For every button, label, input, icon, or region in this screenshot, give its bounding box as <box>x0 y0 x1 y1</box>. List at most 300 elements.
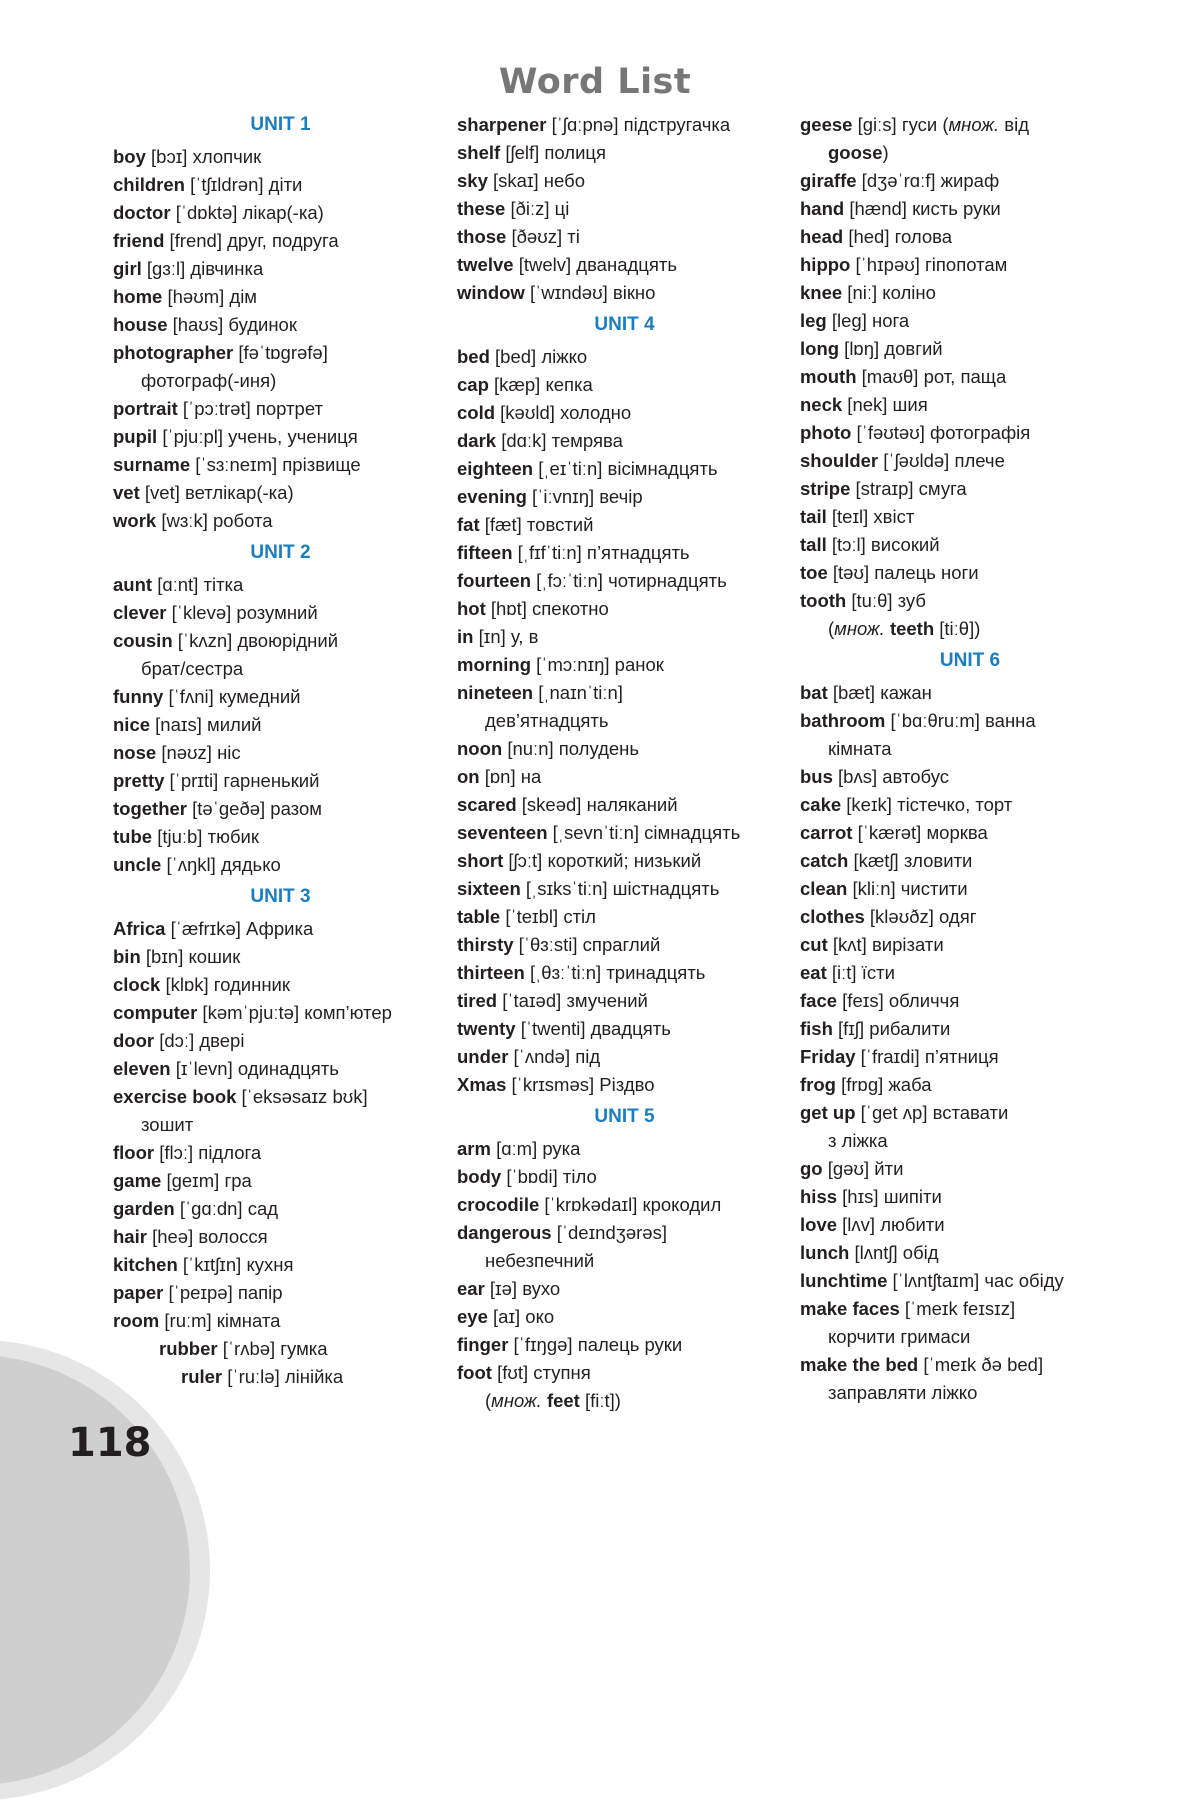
word-entry <box>113 823 448 851</box>
transcription-translation: фотограф(-иня) <box>141 370 277 391</box>
transcription-translation: [ˈfɪŋgə] палець руки <box>508 1334 683 1355</box>
transcription-translation: [gɜːl] дівчинка <box>141 258 264 279</box>
english-word: shoulder <box>800 450 879 471</box>
transcription-translation: заправляти ліжко <box>828 1382 978 1403</box>
english-word: fat <box>457 514 480 535</box>
word-entry <box>113 999 448 1027</box>
word-entry <box>800 1155 1140 1183</box>
word-entry <box>457 1331 792 1359</box>
word-entry <box>457 1359 792 1387</box>
english-word: floor <box>113 1142 155 1163</box>
transcription-translation: [ˈʌndə] під <box>508 1046 601 1067</box>
english-word: surname <box>113 454 191 475</box>
english-word: boy <box>113 146 146 167</box>
word-entry-continuation <box>113 1111 448 1139</box>
english-word: eat <box>800 962 827 983</box>
word-entry <box>800 475 1140 503</box>
transcription-translation: [nek] шия <box>842 394 928 415</box>
english-word: uncle <box>113 854 162 875</box>
transcription-translation: [lɒŋ] довгий <box>839 338 943 359</box>
english-word: shelf <box>457 142 501 163</box>
english-word: Xmas <box>457 1074 507 1095</box>
word-entry <box>457 595 792 623</box>
word-entry <box>800 931 1140 959</box>
word-entry-continuation <box>800 735 1140 763</box>
english-word: paper <box>113 1282 164 1303</box>
word-entry <box>113 795 448 823</box>
english-word: on <box>457 766 480 787</box>
word-entry <box>800 559 1140 587</box>
word-entry <box>800 503 1140 531</box>
english-word: seventeen <box>457 822 548 843</box>
english-word: toe <box>800 562 828 583</box>
english-word: room <box>113 1310 160 1331</box>
word-entry <box>113 1139 448 1167</box>
word-entry <box>800 447 1140 475</box>
word-entry <box>457 1015 792 1043</box>
word-entry <box>113 227 448 255</box>
english-word: house <box>113 314 168 335</box>
transcription-translation: [maʊθ] рот, паща <box>856 366 1007 387</box>
word-entry <box>457 1219 792 1247</box>
transcription-translation: [frɒg] жаба <box>835 1074 932 1095</box>
english-word: fish <box>800 1018 833 1039</box>
word-entry <box>800 875 1140 903</box>
transcription-translation: [ˈkærət] морква <box>852 822 988 843</box>
transcription-translation: [vet] ветлікар(-ка) <box>139 482 294 503</box>
plural-note: множ. <box>948 114 1000 135</box>
english-word: funny <box>113 686 164 707</box>
english-word: love <box>800 1214 838 1235</box>
english-word: nineteen <box>457 682 534 703</box>
word-entry <box>457 427 792 455</box>
transcription-translation: [twelv] дванадцять <box>513 254 678 275</box>
english-word: teeth <box>889 618 935 639</box>
transcription-translation: [ɪə] вухо <box>484 1278 561 1299</box>
word-entry <box>457 1163 792 1191</box>
transcription-translation: [ˈʃəʊldə] плече <box>878 450 1005 471</box>
english-word: short <box>457 850 504 871</box>
english-word: thirteen <box>457 962 525 983</box>
transcription-translation: [flɔː] підлога <box>154 1142 262 1163</box>
word-entry-continuation <box>800 615 1140 643</box>
transcription-translation: [ɑːnt] тітка <box>152 574 244 595</box>
english-word: get up <box>800 1102 856 1123</box>
transcription-translation: [ˌθɜːˈtiːn] тринадцять <box>524 962 706 983</box>
transcription-translation: [ˈbɒdi] тіло <box>501 1166 597 1187</box>
english-word: twelve <box>457 254 514 275</box>
word-entry <box>800 903 1140 931</box>
word-entry <box>113 199 448 227</box>
word-entry <box>457 223 792 251</box>
transcription-translation: [bɔɪ] хлопчик <box>145 146 262 167</box>
word-entry <box>113 479 448 507</box>
transcription-translation: [nuːn] полудень <box>502 738 640 759</box>
word-entry <box>113 1083 448 1111</box>
english-word: work <box>113 510 157 531</box>
plural-note: множ. <box>834 618 885 639</box>
transcription-translation: [keɪk] тістечко, торт <box>841 794 1013 815</box>
transcription-translation: [həʊm] дім <box>162 286 258 307</box>
word-entry <box>457 819 792 847</box>
word-entry <box>457 651 792 679</box>
word-entry <box>457 167 792 195</box>
transcription-translation: [ˈgɑːdn] сад <box>174 1198 279 1219</box>
english-word: tired <box>457 990 498 1011</box>
english-word: carrot <box>800 822 853 843</box>
english-word: body <box>457 1166 502 1187</box>
english-word: evening <box>457 486 527 507</box>
transcription-translation: [ˈfraɪdi] п’ятниця <box>855 1046 999 1067</box>
word-entry <box>113 683 448 711</box>
english-word: arm <box>457 1138 491 1159</box>
word-entry <box>457 623 792 651</box>
transcription-translation: [ˈkrɪsməs] Різдво <box>506 1074 655 1095</box>
open-paren: ( <box>828 618 835 639</box>
word-entry <box>113 711 448 739</box>
word-entry <box>800 679 1140 707</box>
word-entry <box>113 171 448 199</box>
transcription-translation: [tɔːl] високий <box>826 534 940 555</box>
transcription-translation: [lʌntʃ] обід <box>849 1242 939 1263</box>
transcription-translation: [ˈbɑːθruːm] ванна <box>885 710 1036 731</box>
transcription-translation: [feɪs] обличчя <box>837 990 960 1011</box>
word-entry <box>800 1267 1140 1295</box>
english-word: make faces <box>800 1298 900 1319</box>
english-word: hand <box>800 198 845 219</box>
transcription-translation: [ɑːm] рука <box>490 1138 581 1159</box>
word-entry <box>113 1251 448 1279</box>
transcription-translation: [ˈpjuːpl] учень, учениця <box>157 426 358 447</box>
transcription-translation: [ʃɔːt] короткий; низький <box>503 850 702 871</box>
english-word: cold <box>457 402 496 423</box>
word-entry <box>457 279 792 307</box>
transcription-translation: [haʊs] будинок <box>167 314 297 335</box>
english-word: photo <box>800 422 852 443</box>
word-entry <box>457 679 792 707</box>
transcription-translation: [bʌs] автобус <box>832 766 949 787</box>
word-entry-continuation <box>800 139 1140 167</box>
word-entry <box>457 1135 792 1163</box>
word-entry <box>457 987 792 1015</box>
english-word: stripe <box>800 478 851 499</box>
english-word: fourteen <box>457 570 531 591</box>
word-entry <box>800 763 1140 791</box>
english-word: hair <box>113 1226 147 1247</box>
transcription-translation: [ˈpɔːtrət] портрет <box>177 398 323 419</box>
english-word: together <box>113 798 187 819</box>
word-entry <box>457 455 792 483</box>
word-entry <box>113 395 448 423</box>
transcription-translation: [kʌt] вирізати <box>827 934 944 955</box>
english-word: Africa <box>113 918 166 939</box>
word-entry <box>457 139 792 167</box>
word-entry <box>113 767 448 795</box>
word-entry <box>800 1239 1140 1267</box>
english-word: lunchtime <box>800 1270 888 1291</box>
english-word: bed <box>457 346 490 367</box>
word-entry <box>113 851 448 879</box>
english-word: make the bed <box>800 1354 919 1375</box>
transcription-translation: брат/сестра <box>141 658 244 679</box>
english-word: bat <box>800 682 828 703</box>
transcription-translation: [ˈpeɪpə] папір <box>163 1282 283 1303</box>
word-column-2 <box>457 111 792 1415</box>
transcription-translation: [heə] волосся <box>146 1226 268 1247</box>
english-word: cap <box>457 374 489 395</box>
english-word: crocodile <box>457 1194 540 1215</box>
transcription-translation: [naɪs] милий <box>150 714 262 735</box>
english-word: clothes <box>800 906 865 927</box>
word-entry <box>457 791 792 819</box>
transcription-translation: [ˈtʃɪldrən] діти <box>184 174 303 195</box>
transcription-translation: [ˈfʌni] кумедний <box>163 686 301 707</box>
word-entry <box>457 539 792 567</box>
word-entry-continuation <box>800 1379 1140 1407</box>
transcription-translation: [straɪp] смуга <box>850 478 967 499</box>
english-word: tail <box>800 506 827 527</box>
transcription-translation: [aɪ] око <box>487 1306 555 1327</box>
english-word: eleven <box>113 1058 171 1079</box>
word-entry <box>800 195 1140 223</box>
word-entry <box>800 1295 1140 1323</box>
transcription-translation: [ˈfəʊtəʊ] фотографія <box>851 422 1031 443</box>
transcription-translation: [frend] друг, подруга <box>164 230 339 251</box>
transcription-translation: [lʌv] любити <box>837 1214 945 1235</box>
transcription-translation: [dɑːk] темрява <box>496 430 623 451</box>
transcription-translation: [kætʃ] зловити <box>848 850 973 871</box>
translation-tail: від <box>999 114 1029 135</box>
transcription-translation: [ruːm] кімната <box>159 1310 281 1331</box>
page-title: Word List <box>498 62 692 102</box>
transcription-translation: [ˈkrɒkədaɪl] крокодил <box>539 1194 722 1215</box>
word-entry <box>457 483 792 511</box>
word-entry <box>800 419 1140 447</box>
transcription-translation: [ˈmɔːnɪŋ] ранок <box>531 654 664 675</box>
english-word: portrait <box>113 398 178 419</box>
word-entry <box>113 1055 448 1083</box>
word-entry <box>113 627 448 655</box>
english-word: lunch <box>800 1242 850 1263</box>
english-word: go <box>800 1158 823 1179</box>
english-word: cake <box>800 794 842 815</box>
transcription-translation: [gəʊ] йти <box>822 1158 904 1179</box>
word-entry <box>800 1183 1140 1211</box>
word-entry <box>113 1335 448 1363</box>
word-entry <box>113 599 448 627</box>
transcription-translation: [ˈsɜːneɪm] прізвище <box>190 454 361 475</box>
english-word: cousin <box>113 630 173 651</box>
english-word: friend <box>113 230 165 251</box>
transcription-translation: [giːs] гуси ( <box>852 114 949 135</box>
word-entry-continuation <box>457 707 792 735</box>
transcription-translation: з ліжка <box>828 1130 888 1151</box>
word-entry <box>800 587 1140 615</box>
word-entry <box>800 1071 1140 1099</box>
word-entry <box>457 847 792 875</box>
transcription-translation: [ˈteɪbl] стіл <box>500 906 596 927</box>
transcription-translation: [ˈtaɪəd] змучений <box>497 990 648 1011</box>
transcription-translation: [fɪʃ] рибалити <box>832 1018 951 1039</box>
word-entry <box>113 255 448 283</box>
word-entry <box>457 1043 792 1071</box>
english-word: nose <box>113 742 157 763</box>
transcription-translation: [kəʊld] холодно <box>495 402 632 423</box>
word-entry <box>800 1043 1140 1071</box>
transcription-translation: [ˈget ʌp] вставати <box>855 1102 1009 1123</box>
transcription-translation: [ˌeɪˈtiːn] вісімнадцять <box>533 458 718 479</box>
word-entry <box>113 1307 448 1335</box>
word-entry <box>457 111 792 139</box>
english-word: neck <box>800 394 843 415</box>
word-entry <box>113 1027 448 1055</box>
unit-heading: UNIT 3 <box>250 886 311 907</box>
english-word: bus <box>800 766 833 787</box>
transcription-translation: [nəʊz] ніс <box>156 742 241 763</box>
transcription-translation: [ˈrʌbə] гумка <box>217 1338 328 1359</box>
word-column-3 <box>800 111 1140 1407</box>
transcription-translation: кімната <box>828 738 892 759</box>
word-entry <box>800 1351 1140 1379</box>
word-entry <box>113 571 448 599</box>
english-word: eighteen <box>457 458 534 479</box>
english-word: clever <box>113 602 167 623</box>
page-number: 118 <box>68 1420 152 1466</box>
english-word: sharpener <box>457 114 547 135</box>
english-word: those <box>457 226 507 247</box>
transcription-translation: [ˈæfrɪkə] Африка <box>165 918 314 939</box>
english-word: aunt <box>113 574 153 595</box>
english-word: vet <box>113 482 140 503</box>
transcription-translation: [ˈkʌzn] двоюрідний <box>172 630 339 651</box>
transcription-translation: [kəmˈpjuːtə] комп’ютер <box>197 1002 392 1023</box>
plural-note: множ. <box>491 1390 542 1411</box>
transcription-translation: [iːt] їсти <box>826 962 895 983</box>
word-entry <box>800 531 1140 559</box>
word-entry <box>800 391 1140 419</box>
transcription-translation: [fæt] товстий <box>479 514 594 535</box>
word-entry <box>800 307 1140 335</box>
transcription-translation: [ˈlʌntʃtaɪm] час обіду <box>887 1270 1064 1291</box>
transcription-translation: [kæp] кепка <box>488 374 593 395</box>
transcription-translation: [ˌsɪksˈtiːn] шістнадцять <box>520 878 720 899</box>
english-word: geese <box>800 114 853 135</box>
english-word: hiss <box>800 1186 838 1207</box>
english-word: scared <box>457 794 517 815</box>
word-entry-continuation <box>457 1247 792 1275</box>
english-word: nice <box>113 714 151 735</box>
english-word: foot <box>457 1362 492 1383</box>
english-word: sky <box>457 170 488 191</box>
word-entry <box>800 987 1140 1015</box>
word-entry <box>800 819 1140 847</box>
english-word: table <box>457 906 501 927</box>
english-word: girl <box>113 258 142 279</box>
word-entry <box>800 1015 1140 1043</box>
english-word: these <box>457 198 506 219</box>
transcription-translation: [fəˈtɒgrəfə] <box>233 342 328 363</box>
english-word: tall <box>800 534 827 555</box>
english-word: doctor <box>113 202 171 223</box>
transcription-translation: [tjuːb] тюбик <box>152 826 259 847</box>
transcription-translation: [bed] ліжко <box>489 346 588 367</box>
transcription-translation: зошит <box>141 1114 194 1135</box>
word-entry <box>457 903 792 931</box>
word-entry <box>457 959 792 987</box>
unit-heading: UNIT 6 <box>939 650 1001 671</box>
word-entry <box>457 195 792 223</box>
transcription-translation: [ˈwɪndəʊ] вікно <box>524 282 656 303</box>
english-word: goose <box>828 142 883 163</box>
transcription-translation: [kləʊðz] одяг <box>864 906 977 927</box>
transcription-translation: [ˈtwenti] двадцять <box>515 1018 671 1039</box>
transcription-translation: [ˈeksəsaɪz bʊk] <box>236 1086 368 1107</box>
unit-heading: UNIT 1 <box>250 114 311 135</box>
english-word: sixteen <box>457 878 521 899</box>
english-word: garden <box>113 1198 175 1219</box>
english-word: pretty <box>113 770 165 791</box>
english-word: in <box>457 626 474 647</box>
english-word: under <box>457 1046 509 1067</box>
transcription-translation: [ˌfɔːˈtiːn] чотирнадцять <box>531 570 727 591</box>
transcription-translation: [ˈhɪpəʊ] гіпопотам <box>850 254 1008 275</box>
word-entry <box>457 763 792 791</box>
english-word: catch <box>800 850 849 871</box>
word-entry <box>800 363 1140 391</box>
english-word: head <box>800 226 844 247</box>
english-word: Friday <box>800 1046 856 1067</box>
word-entry <box>457 343 792 371</box>
word-entry <box>457 1275 792 1303</box>
word-entry <box>800 251 1140 279</box>
transcription-translation: [niː] коліно <box>842 282 936 303</box>
english-word: hippo <box>800 254 851 275</box>
transcription-translation: [ðəʊz] ті <box>506 226 580 247</box>
word-entry <box>457 875 792 903</box>
word-entry <box>800 223 1140 251</box>
transcription-translation: [ɪn] у, в <box>473 626 539 647</box>
english-word: ruler <box>181 1366 223 1387</box>
english-word: computer <box>113 1002 198 1023</box>
word-entry <box>457 567 792 595</box>
word-entry-continuation <box>800 1127 1140 1155</box>
word-entry-continuation <box>113 655 448 683</box>
english-word: bathroom <box>800 710 886 731</box>
transcription-translation: [ˈklevə] розумний <box>166 602 318 623</box>
word-entry <box>800 707 1140 735</box>
word-entry <box>800 847 1140 875</box>
transcription-translation: [hed] голова <box>843 226 953 247</box>
word-entry <box>113 915 448 943</box>
english-word: exercise book <box>113 1086 237 1107</box>
transcription-translation: [tiːθ]) <box>934 618 981 639</box>
transcription-translation: [geɪm] гра <box>161 1170 252 1191</box>
transcription-translation: [ɒn] на <box>479 766 542 787</box>
word-entry <box>800 167 1140 195</box>
english-word: dark <box>457 430 497 451</box>
word-entry <box>800 1099 1140 1127</box>
english-word: feet <box>546 1390 580 1411</box>
transcription-translation: [ˈdeɪndʒərəs] <box>551 1222 667 1243</box>
english-word: thirsty <box>457 934 514 955</box>
english-word: children <box>113 174 185 195</box>
transcription-translation: [ˈʌŋkl] дядько <box>161 854 281 875</box>
open-paren: ( <box>485 1390 492 1411</box>
english-word: game <box>113 1170 162 1191</box>
unit-heading: UNIT 2 <box>250 542 311 563</box>
english-word: morning <box>457 654 531 675</box>
english-word: photographer <box>113 342 234 363</box>
